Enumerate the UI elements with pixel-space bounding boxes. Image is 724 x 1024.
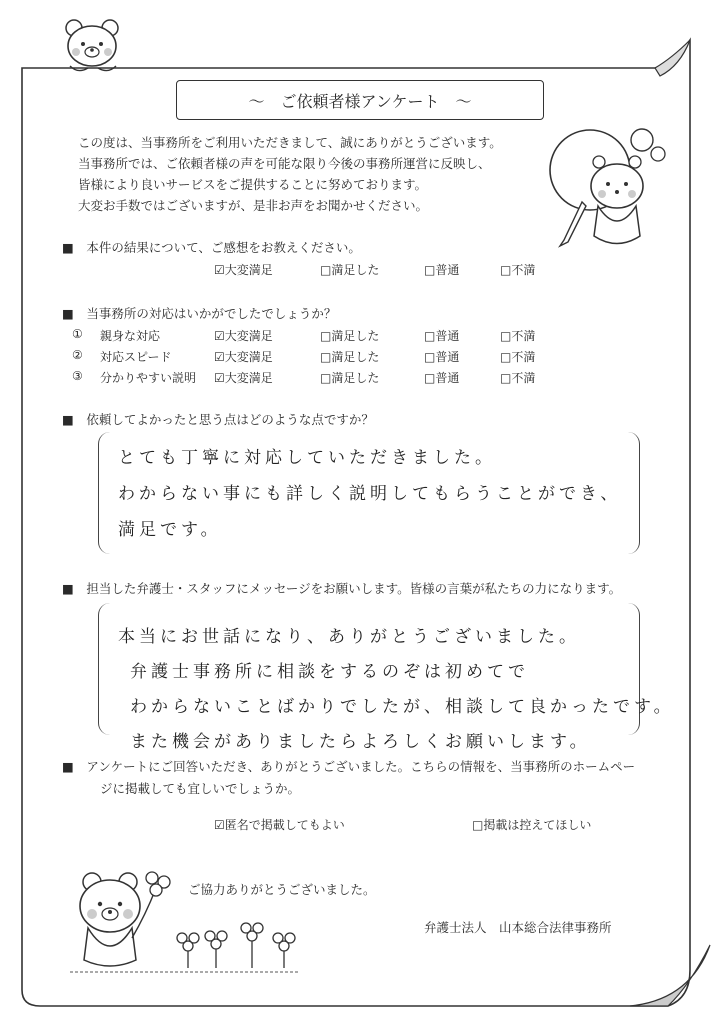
q2-item-2-num: ② bbox=[72, 348, 83, 362]
q4-question: ■ 担当した弁護士・スタッフにメッセージをお願いします。皆様の言葉が私たちの力になります。 bbox=[62, 581, 622, 596]
bear-peeking-icon bbox=[58, 16, 128, 78]
intro-line-3: 皆様により良いサービスをご提供することに努めております。 bbox=[78, 177, 428, 192]
q2-item-2-very-satisfied[interactable]: ☑大変満足 bbox=[214, 350, 273, 364]
q4-answer-line-1: 本当にお世話になり、ありがとうございました。 bbox=[118, 627, 580, 647]
q3-question: ■ 依頼してよかったと思う点はどのような点ですか？ bbox=[62, 412, 374, 427]
q2-item-3-average[interactable]: □普通 bbox=[424, 371, 460, 385]
q5-text-2: ジに掲載しても宜しいでしょうか。 bbox=[100, 781, 301, 796]
q2-item-3-num: ③ bbox=[72, 369, 83, 383]
q3-answer-line-3: 満足です。 bbox=[118, 520, 222, 540]
q2-item-3-dissatisfied[interactable]: □不満 bbox=[500, 371, 536, 385]
thanks-message: ご協力ありがとうございました。 bbox=[188, 882, 376, 897]
q1-question: ■ 本件の結果について、ご感想をお教えください。 bbox=[62, 240, 361, 255]
q2-text: 当事務所の対応はいかがでしたでしょうか？ bbox=[86, 306, 337, 321]
q5-text-1: アンケートにご回答いただき、ありがとうございました。こちらの情報を、当事務所のホームペー bbox=[86, 759, 636, 774]
q2-item-3-satisfied[interactable]: □満足した bbox=[320, 371, 380, 385]
q1-text: 本件の結果について、ご感想をお教えください。 bbox=[86, 240, 361, 255]
q2-item-3-label: 分かりやすい説明 bbox=[100, 371, 197, 385]
q4-answer-line-3: わからないことばかりでしたが、相談して良かったです。 bbox=[130, 697, 675, 717]
q4-answer-line-4: また機会がありましたらよろしくお願いします。 bbox=[130, 732, 591, 752]
page-title: ～ ご依頼者様アンケート ～ bbox=[176, 80, 544, 120]
q3-answer-line-1: とても丁寧に対応していただきました。 bbox=[118, 448, 496, 468]
q2-item-1-label: 親身な対応 bbox=[100, 329, 161, 343]
q5-option-anonymous[interactable]: ☑匿名で掲載してもよい bbox=[214, 818, 345, 832]
q5-option-decline[interactable]: □掲載は控えてほしい bbox=[472, 818, 592, 832]
q2-item-2-label: 対応スピード bbox=[100, 350, 172, 364]
q1-option-satisfied[interactable]: □満足した bbox=[320, 263, 380, 277]
q5-question-line-1: ■ アンケートにご回答いただき、ありがとうございました。こちらの情報を、当事務所のホームペー bbox=[62, 759, 636, 774]
q1-option-average[interactable]: □普通 bbox=[424, 263, 460, 277]
q2-item-2-dissatisfied[interactable]: □不満 bbox=[500, 350, 536, 364]
q2-item-1-average[interactable]: □普通 bbox=[424, 329, 460, 343]
q2-item-1-dissatisfied[interactable]: □不満 bbox=[500, 329, 536, 343]
q4-text: 担当した弁護士・スタッフにメッセージをお願いします。皆様の言葉が私たちの力になります。 bbox=[86, 581, 622, 596]
q2-item-1-num: ① bbox=[72, 327, 83, 341]
bear-with-pencil-icon bbox=[528, 106, 678, 256]
q2-item-1-satisfied[interactable]: □満足した bbox=[320, 329, 380, 343]
q3-answer-line-2: わからない事にも詳しく説明してもらうことができ、 bbox=[118, 484, 622, 504]
firm-name: 弁護士法人 山本総合法律事務所 bbox=[424, 920, 612, 935]
q2-item-2-satisfied[interactable]: □満足した bbox=[320, 350, 380, 364]
intro-line-2: 当事務所では、ご依頼者様の声を可能な限り今後の事務所運営に反映し、 bbox=[78, 156, 491, 171]
q2-item-2-average[interactable]: □普通 bbox=[424, 350, 460, 364]
bear-with-clovers-icon bbox=[70, 860, 310, 980]
intro-line-4: 大変お手数ではございますが、是非お声をお聞かせください。 bbox=[78, 198, 429, 213]
q2-question: ■ 当事務所の対応はいかがでしたでしょうか？ bbox=[62, 306, 337, 321]
q2-item-1-very-satisfied[interactable]: ☑大変満足 bbox=[214, 329, 273, 343]
q1-option-dissatisfied[interactable]: □不満 bbox=[500, 263, 536, 277]
q2-item-3-very-satisfied[interactable]: ☑大変満足 bbox=[214, 371, 273, 385]
q4-answer-line-2: 弁護士事務所に相談をするのぞは初めてで bbox=[130, 662, 529, 682]
q1-option-very-satisfied[interactable]: ☑大変満足 bbox=[214, 263, 273, 277]
intro-line-1: この度は、当事務所をご利用いただきまして、誠にありがとうございます。 bbox=[78, 135, 502, 150]
q3-text: 依頼してよかったと思う点はどのような点ですか？ bbox=[86, 412, 374, 427]
